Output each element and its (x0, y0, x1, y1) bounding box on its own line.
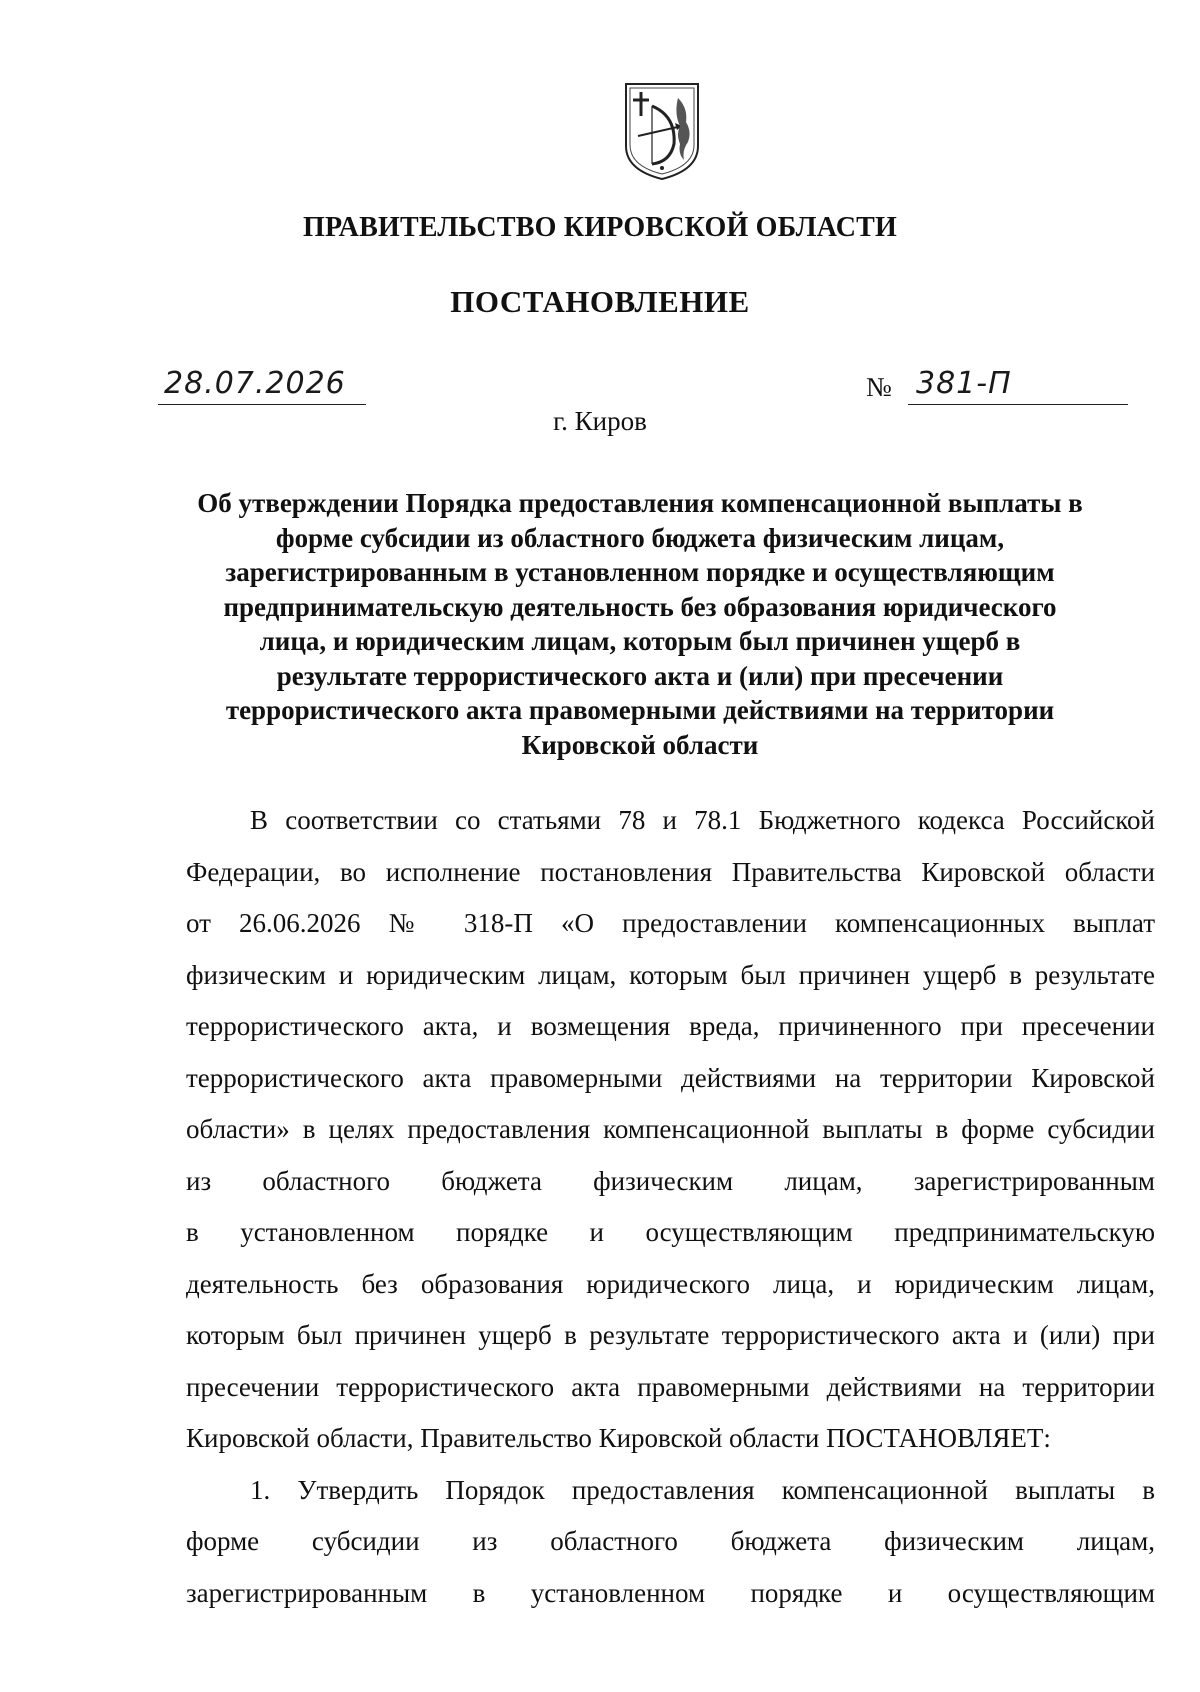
city-name: г. Киров (553, 406, 647, 436)
document-date-field (158, 366, 368, 406)
document-type: ПОСТАНОВЛЕНИЕ (450, 284, 750, 319)
title-line: Кировской области (521, 729, 759, 760)
body-line: в установленном порядке и осуществляющим предпринимательскую (186, 1217, 1155, 1247)
number-underline (908, 404, 1128, 405)
title-line: форме субсидии из областного бюджета физическим лицам, (275, 522, 1005, 553)
title-line: предпринимательскую деятельность без образования юридического (223, 591, 1057, 622)
body-line: которым был причинен ущерб в результате террористического акта и (или) при (186, 1320, 1155, 1350)
body-line: пресечении террористического акта правомерными действиями на территории (186, 1371, 1155, 1402)
body-line: 1. Утвердить Порядок предоставления компенсационной выплаты в (250, 1474, 1155, 1505)
body-line: из областного бюджета физическим лицам, зарегистрированным (186, 1165, 1155, 1196)
title-line: лица, и юридическим лицам, которым был причинен ущерб в (259, 626, 1021, 656)
title-line: зарегистрированным в установленном порядке и осуществляющим (225, 557, 1055, 587)
coat-of-arms-emblem (622, 80, 702, 182)
title-line: результате террористического акта и (или) при пресечении (276, 660, 1004, 691)
title-line: Об утверждении Порядка предоставления компенсационной выплаты в (197, 488, 1083, 518)
document-date: 28.07.2026 (164, 366, 346, 401)
body-line: от 26.06.2026 № 318-П «О предоставлении компенсационных выплат (186, 908, 1155, 938)
document-number-field (866, 366, 1130, 406)
number-sign: № (866, 372, 892, 402)
body-line: зарегистрированным в установленном порядке и осуществляющим (186, 1577, 1155, 1608)
title-line: террористического акта правомерными действиями на территории (225, 695, 1055, 725)
date-underline (158, 404, 366, 405)
government-name: ПРАВИТЕЛЬСТВО КИРОВСКОЙ ОБЛАСТИ (302, 212, 897, 243)
body-line: террористического акта правомерными действиями на территории Кировской (186, 1062, 1155, 1093)
document-body (186, 795, 1155, 1619)
body-line: В соответствии со статьями 78 и 78.1 Бюджетного кодекса Российской (250, 805, 1155, 835)
body-line: Кировской области, Правительство Кировской области ПОСТАНОВЛЯЕТ: (186, 1423, 1051, 1453)
body-line: области» в целях предоставления компенсационной выплаты в форме субсидии (186, 1114, 1155, 1144)
body-line: форме субсидии из областного бюджета физическим лицам, (186, 1526, 1155, 1556)
body-line: физическим и юридическим лицам, которым был причинен ущерб в результате (186, 959, 1155, 990)
body-line: деятельность без образования юридического лица, и юридическим лицам, (186, 1268, 1155, 1299)
body-line: Федерации, во исполнение постановления Правительства Кировской области (186, 856, 1155, 887)
document-title (150, 486, 1130, 762)
document-number: 381-П (916, 366, 1012, 401)
body-line: террористического акта, и возмещения вреда, причиненного при пресечении (186, 1011, 1155, 1041)
